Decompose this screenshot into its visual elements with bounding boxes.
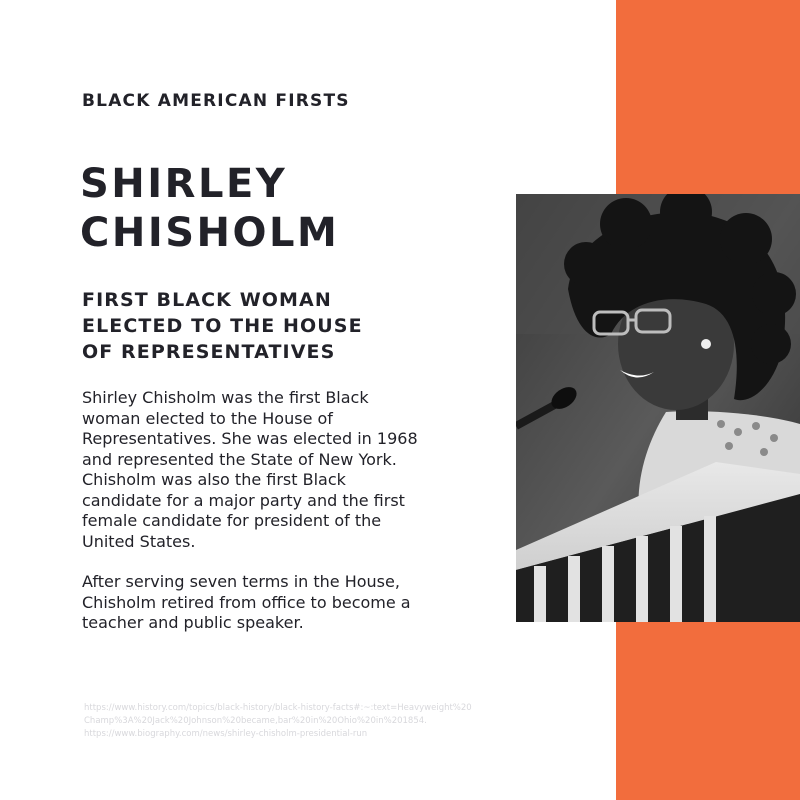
text-line: candidate for a major party and the first — [82, 490, 405, 510]
title-line: SHIRLEY — [80, 161, 288, 207]
text-line: teacher and public speaker. — [82, 613, 304, 632]
text-line: Chisholm was also the first Black — [82, 470, 346, 489]
subtitle-line: FIRST BLACK WOMAN — [82, 289, 332, 311]
page-title — [80, 160, 500, 258]
subtitle — [82, 287, 402, 365]
portrait-illustration — [516, 194, 800, 622]
source-url: https://www.biography.com/news/shirley-chisholm-presidential-run — [84, 729, 368, 739]
subtitle-line: ELECTED TO THE HOUSE — [82, 315, 363, 337]
biography-paragraph-2 — [82, 572, 502, 634]
biography-text — [82, 388, 502, 634]
title-line: CHISHOLM — [80, 210, 340, 256]
text-line: and represented the State of New York. — [82, 449, 397, 469]
text-line: After serving seven terms in the House, — [82, 572, 400, 591]
text-line: woman elected to the House of — [82, 408, 333, 428]
source-citations — [84, 702, 554, 741]
text-line: United States. — [82, 531, 196, 551]
text-line: Chisholm retired from office to become a — [82, 592, 411, 612]
source-url: https://www.history.com/topics/black-history/black-history-facts#:~:text=Heavyweight%20 — [84, 703, 472, 713]
source-url: Champ%3A%20Jack%20Johnson%20became,bar%20in%20Ohio%20in%201854. — [84, 716, 427, 726]
series-kicker: BLACK AMERICAN FIRSTS — [82, 91, 350, 111]
text-line: Representatives. She was elected in 1968 — [82, 429, 418, 448]
text-line: Shirley Chisholm was the first Black — [82, 388, 369, 407]
portrait-photo — [516, 194, 800, 622]
text-line: female candidate for president of the — [82, 511, 382, 530]
subtitle-line: OF REPRESENTATIVES — [82, 341, 336, 363]
biography-paragraph-1 — [82, 388, 502, 552]
